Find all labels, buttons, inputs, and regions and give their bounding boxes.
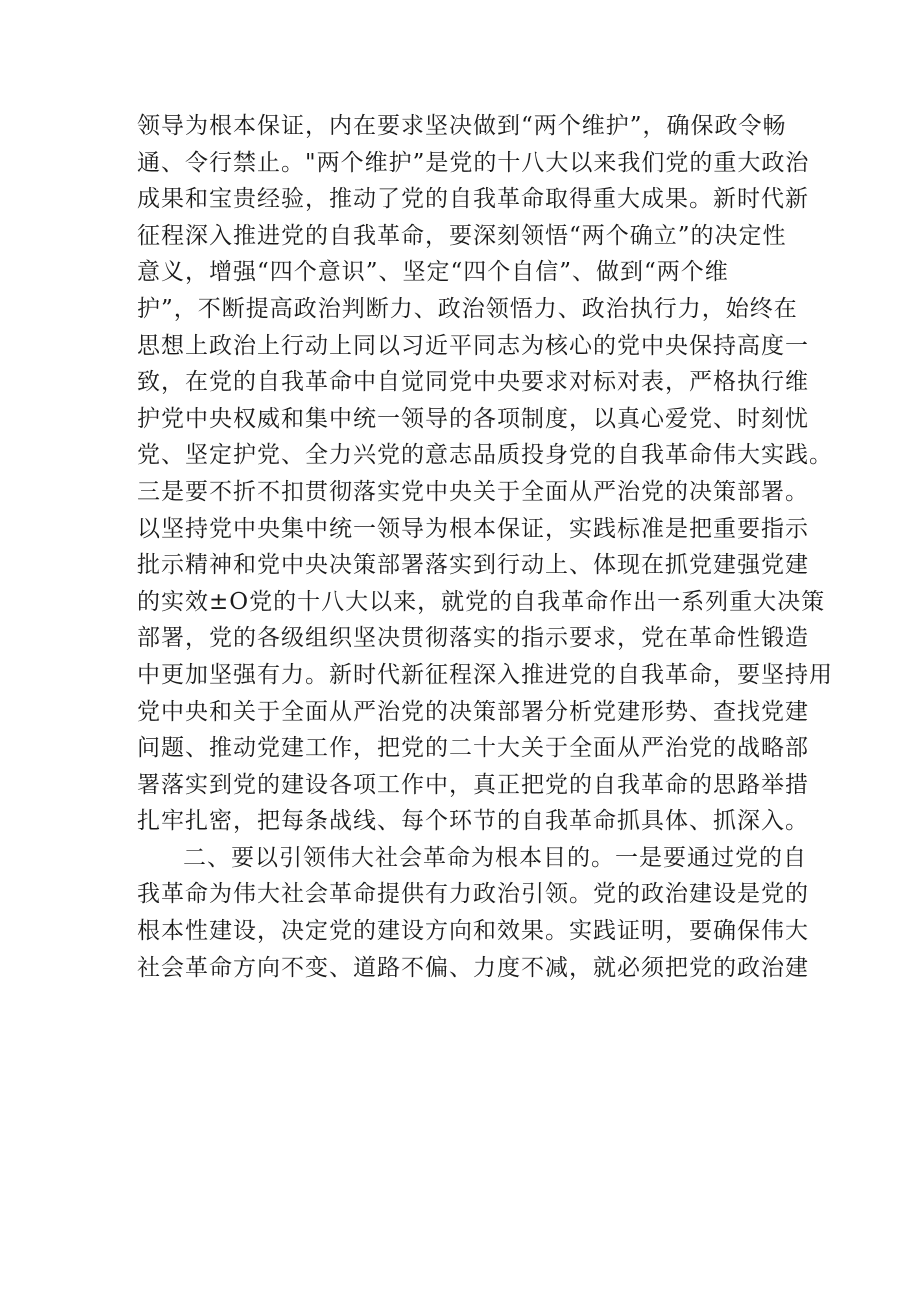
text-line: 意义，增强“四个意识”、坚定“四个自信”、做到“两个维 (137, 259, 729, 286)
text-line: 二、要以引领伟大社会革命为根本目的。一是要通过党的自 (183, 844, 807, 871)
text-line: 护党中央权威和集中统一领导的各项制度，以真心爱党、时刻忧 (137, 405, 809, 432)
text-line: 征程深入推进党的自我革命，要深刻领悟“两个确立”的决定性 (137, 222, 787, 249)
text-line: 根本性建设，决定党的建设方向和效果。实践证明，要确保伟大 (137, 918, 809, 945)
text-line: 中更加坚强有力。新时代新征程深入推进党的自我革命，要坚持用 (137, 661, 833, 688)
text-line: 以坚持党中央集中统一领导为根本保证，实践标准是把重要指示 (137, 515, 809, 542)
text-line: 我革命为伟大社会革命提供有力政治引领。党的政治建设是党的 (137, 881, 809, 908)
text-line: 批示精神和党中央决策部署落实到行动上、体现在抓党建强党建 (137, 552, 809, 579)
text-line: 思想上政治上行动上同以习近平同志为核心的党中央保持高度一 (137, 332, 809, 359)
text-line: 部署，党的各级组织坚决贯彻落实的指示要求，党在革命性锻造 (137, 625, 809, 652)
text-line: 党、坚定护党、全力兴党的意志品质投身党的自我革命伟大实践。 (137, 442, 833, 469)
text-line: 致，在党的自我革命中自觉同党中央要求对标对表，严格执行维 (137, 369, 809, 396)
text-line: 的实效±O党的十八大以来，就党的自我革命作出一系列重大决策 (137, 588, 826, 615)
text-line: 护”，不断提高政治判断力、政治领悟力、政治执行力，始终在 (137, 295, 798, 322)
text-line: 扎牢扎密，把每条战线、每个环节的自我革命抓具体、抓深入。 (137, 808, 809, 835)
text-line: 成果和宝贵经验，推动了党的自我革命取得重大成果。新时代新 (137, 186, 809, 213)
text-line: 党中央和关于全面从严治党的决策部署分析党建形势、查找党建 (137, 698, 809, 725)
body-text (137, 108, 833, 986)
text-line: 通、令行禁止。"两个维护”是党的十八大以来我们党的重大政治 (137, 149, 810, 176)
text-line: 问题、推动党建工作，把党的二十大关于全面从严治党的战略部 (137, 735, 809, 762)
text-line: 领导为根本保证，内在要求坚决做到“两个维护”，确保政令畅 (137, 113, 787, 139)
text-line: 署落实到党的建设各项工作中，真正把党的自我革命的思路举措 (137, 771, 809, 798)
text-line: 社会革命方向不变、道路不偏、力度不减，就必须把党的政治建 (137, 954, 809, 981)
text-line: 三是要不折不扣贯彻落实党中央关于全面从严治党的决策部署。 (137, 478, 809, 505)
